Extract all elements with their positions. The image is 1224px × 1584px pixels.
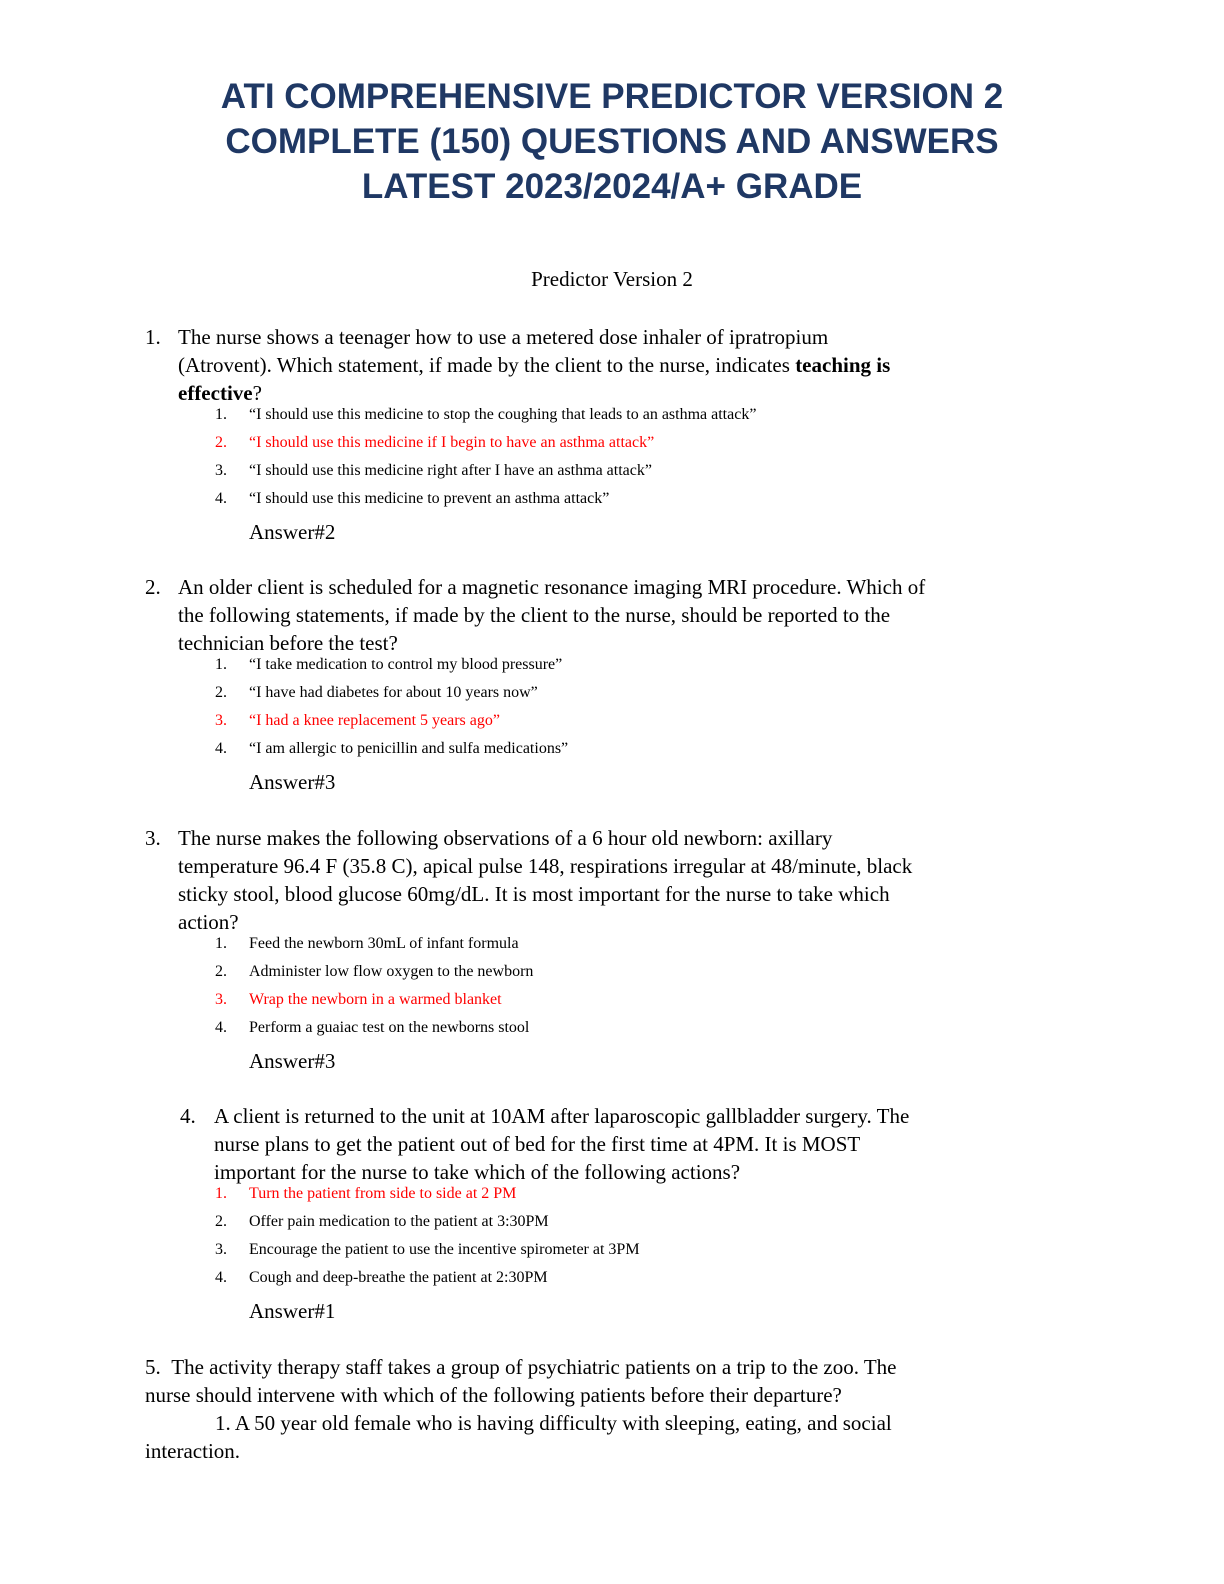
- stem-line: technician before the test?: [178, 631, 398, 655]
- document-title: [0, 74, 1224, 209]
- question-stem: [178, 824, 1098, 936]
- answer-key: Answer#2: [249, 520, 336, 544]
- option-correct: 3. “I had a knee replacement 5 years ago”: [215, 712, 500, 729]
- option: 4. Cough and deep-breathe the patient at 2:30PM: [215, 1269, 548, 1286]
- question-number: 3.: [145, 826, 161, 850]
- stem-line: temperature 96.4 F (35.8 C), apical pulse 148, respirations irregular at 48/minute, black: [178, 854, 913, 878]
- stem-line: effective?: [178, 381, 262, 405]
- options-list: [215, 1185, 1115, 1297]
- options-list: [215, 406, 1115, 518]
- question-5: [145, 1353, 1105, 1465]
- document-subtitle: Predictor Version 2: [531, 267, 693, 291]
- stem-line: sticky stool, blood glucose 60mg/dL. It is most important for the nurse to take which: [178, 882, 890, 906]
- stem-line: The nurse makes the following observations of a 6 hour old newborn: axillary: [178, 826, 833, 850]
- answer-key: Answer#3: [249, 1049, 336, 1073]
- stem-line: action?: [178, 910, 239, 934]
- stem-line: important for the nurse to take which of the following actions?: [214, 1160, 741, 1184]
- option: 4. “I am allergic to penicillin and sulfa medications”: [215, 740, 569, 757]
- stem-emphasis: teaching is: [795, 353, 891, 377]
- title-line-2: COMPLETE (150) QUESTIONS AND ANSWERS: [225, 122, 999, 161]
- title-line-1: ATI COMPREHENSIVE PREDICTOR VERSION 2: [220, 77, 1004, 116]
- answer-key: Answer#1: [249, 1299, 336, 1323]
- option-correct: 3. Wrap the newborn in a warmed blanket: [215, 991, 502, 1008]
- stem-line: nurse should intervene with which of the following patients before their departure?: [145, 1383, 842, 1407]
- option-correct: 1. Turn the patient from side to side at 2 PM: [215, 1185, 517, 1202]
- question-number: 1.: [145, 325, 161, 349]
- option: 4. Perform a guaiac test on the newborns stool: [215, 1019, 530, 1036]
- question-number: 5.: [145, 1355, 161, 1379]
- option: 3. “I should use this medicine right after I have an asthma attack”: [215, 462, 652, 479]
- stem-emphasis: effective: [178, 381, 253, 405]
- option: 3. Encourage the patient to use the incentive spirometer at 3PM: [215, 1241, 640, 1258]
- title-line-3: LATEST 2023/2024/A+ GRADE: [361, 167, 863, 206]
- options-list: [215, 656, 1115, 768]
- option: 2. Administer low flow oxygen to the newborn: [215, 963, 534, 980]
- answer-key: Answer#3: [249, 770, 336, 794]
- stem-line: (Atrovent). Which statement, if made by the client to the nurse, indicates teaching is: [178, 353, 891, 377]
- option: 1. “I should use this medicine to stop the coughing that leads to an asthma attack”: [215, 406, 757, 423]
- option: 2. Offer pain medication to the patient at 3:30PM: [215, 1213, 549, 1230]
- question-stem: [178, 573, 1098, 657]
- option: 4. “I should use this medicine to prevent an asthma attack”: [215, 490, 610, 507]
- question-stem: [178, 323, 1098, 407]
- stem-line: the following statements, if made by the client to the nurse, should be reported to the: [178, 603, 891, 627]
- question-number: 2.: [145, 575, 161, 599]
- option: 1. “I take medication to control my blood pressure”: [215, 656, 563, 673]
- stem-line: A client is returned to the unit at 10AM after laparoscopic gallbladder surgery. The: [214, 1104, 910, 1128]
- option-continuation: interaction.: [145, 1439, 241, 1463]
- option: 1. Feed the newborn 30mL of infant formula: [215, 935, 519, 952]
- stem-line: The nurse shows a teenager how to use a metered dose inhaler of ipratropium: [178, 325, 829, 349]
- question-stem: [214, 1102, 1104, 1186]
- options-list: [215, 935, 1115, 1047]
- option-correct: 2. “I should use this medicine if I begin to have an asthma attack”: [215, 434, 655, 451]
- option: 1. A 50 year old female who is having difficulty with sleeping, eating, and social: [215, 1411, 892, 1435]
- option: 2. “I have had diabetes for about 10 years now”: [215, 684, 538, 701]
- stem-line: nurse plans to get the patient out of bed for the first time at 4PM. It is MOST: [214, 1132, 861, 1156]
- question-number: 4.: [180, 1104, 196, 1128]
- stem-line: An older client is scheduled for a magnetic resonance imaging MRI procedure. Which of: [178, 575, 926, 599]
- stem-line: 5. The activity therapy staff takes a group of psychiatric patients on a trip to the zoo. The: [145, 1355, 897, 1379]
